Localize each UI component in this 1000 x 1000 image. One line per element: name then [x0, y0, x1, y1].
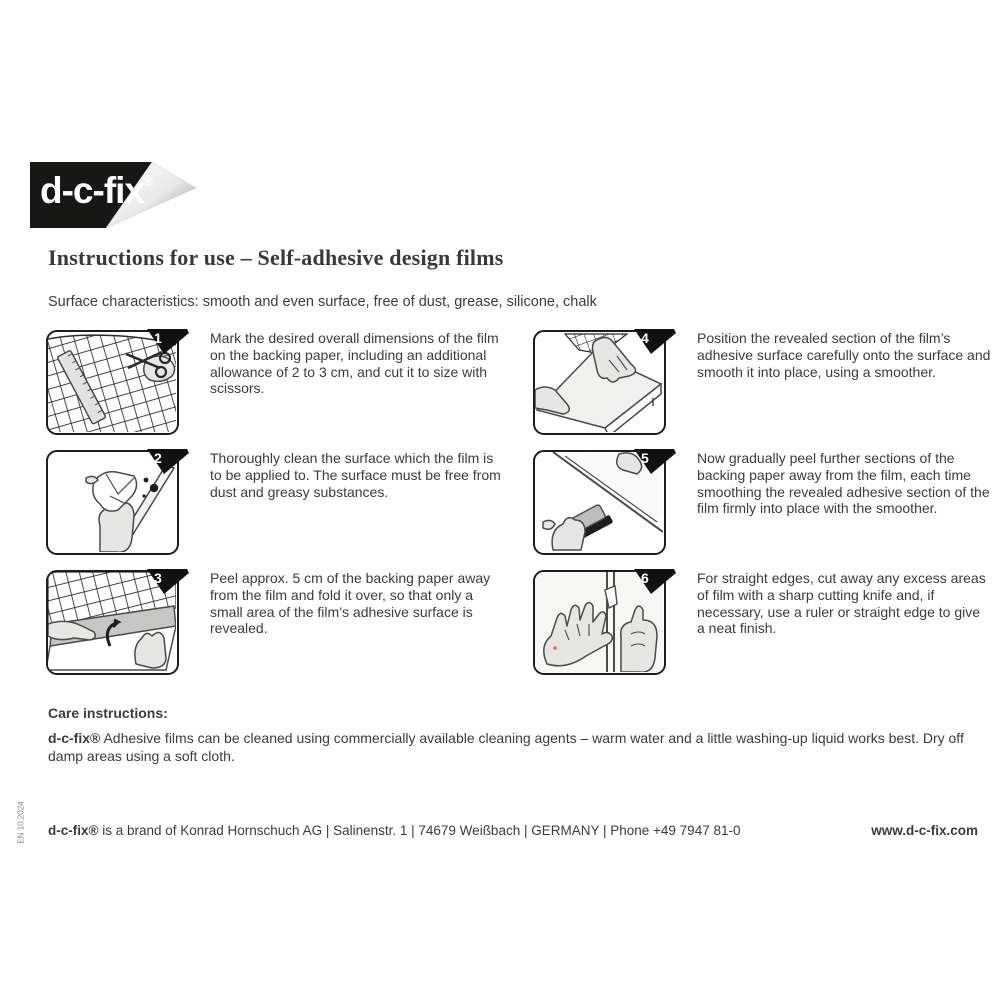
surface-characteristics-note: Surface characteristics: smooth and even surface, free of dust, grease, silicone, chalk — [48, 294, 597, 310]
care-instructions-text: d-c-fix® Adhesive films can be cleaned using commercially available cleaning agents – warm water and a little washing-up liquid works best. Dry off damp areas using a soft cloth. — [48, 729, 964, 764]
step-6-number-badge: 6 — [634, 569, 676, 594]
hand — [593, 337, 636, 382]
step-5-text: Now gradually peel further sections of the backing paper away from the film, each time smoothing the revealed adhesive section of the film firmly into place with the smoother. — [697, 450, 990, 517]
step-6 — [533, 570, 991, 675]
registered-mark: ® — [144, 174, 153, 188]
edition-code: EN 10.2024 — [16, 801, 26, 844]
logo-wordmark: d-c-fix® — [40, 170, 153, 211]
step-5-number-badge: 5 — [634, 449, 676, 474]
hand — [552, 518, 585, 550]
step-3 — [46, 570, 504, 675]
step-4-number-badge: 4 — [634, 329, 676, 354]
care-brand: d-c-fix® — [48, 729, 101, 746]
step-2 — [46, 450, 504, 555]
step-3-text: Peel approx. 5 cm of the backing paper away from the film and fold it over, so that only a small area of the film’s adhesive surface is revealed. — [210, 570, 491, 637]
step-3-number-badge: 3 — [147, 569, 189, 594]
step-1-text: Mark the desired overall dimensions of the film on the backing paper, including an additional allowance of 2 to 3 cm, and cut it to size with scissors. — [210, 330, 499, 397]
step-1 — [46, 330, 504, 435]
page-title: Instructions for use – Self-adhesive design films — [48, 245, 504, 270]
footer-brand: d-c-fix® — [48, 823, 99, 838]
care-instructions-heading: Care instructions: — [48, 705, 168, 721]
step-2-text: Thoroughly clean the surface which the film is to be applied to. The surface must be free from dust and greasy substances. — [210, 450, 501, 500]
step-1-number-badge: 1 — [147, 329, 189, 354]
step-5 — [533, 450, 991, 555]
footer-company-info: d-c-fix® is a brand of Konrad Hornschuch AG | Salinenstr. 1 | 74679 Weißbach | GERMANY | Phone +49 7947 81-0 — [48, 823, 741, 838]
step-2-number-badge: 2 — [147, 449, 189, 474]
footer-website-link[interactable]: www.d-c-fix.com — [871, 823, 978, 838]
dcfix-logo — [30, 162, 202, 228]
care-instructions-section — [48, 704, 980, 766]
step-4 — [533, 330, 991, 435]
step-4-text: Position the revealed section of the film’s adhesive surface carefully onto the surface and smooth it into place, using a smoother. — [697, 330, 991, 380]
step-6-text: For straight edges, cut away any excess areas of film with a sharp cutting knife and, if necessary, use a ruler or straight edge to give a neat finish. — [697, 570, 986, 637]
